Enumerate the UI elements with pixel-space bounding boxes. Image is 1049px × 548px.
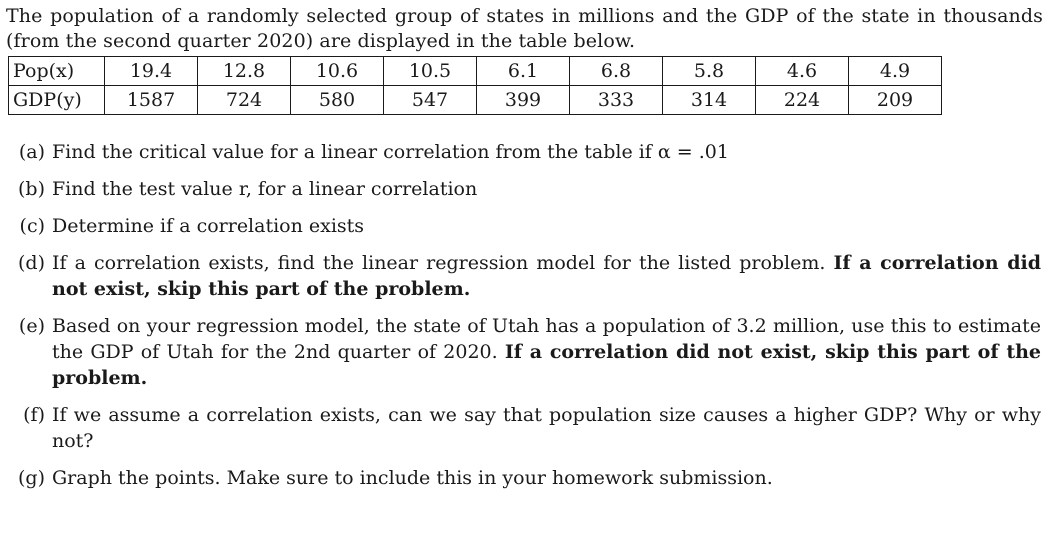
table-cell: 5.8 bbox=[663, 57, 756, 86]
question-marker: (f) bbox=[23, 404, 45, 426]
table-cell: 580 bbox=[291, 86, 384, 115]
table-cell: 314 bbox=[663, 86, 756, 115]
row-header: Pop(x) bbox=[9, 57, 105, 86]
question-item-c bbox=[6, 213, 1043, 239]
question-text bbox=[52, 313, 1043, 391]
table-cell: 10.6 bbox=[291, 57, 384, 86]
question-marker: (a) bbox=[18, 141, 45, 163]
question-list bbox=[6, 139, 1043, 491]
question-body: Based on your regression model, the state of Utah has a population of 3.2 million, use this to estimate the GDP of Utah for the 2nd quarter of 2020. bbox=[52, 315, 1041, 363]
question-marker: (e) bbox=[18, 315, 45, 337]
data-table bbox=[8, 56, 942, 115]
question-text bbox=[52, 250, 1043, 302]
table-row-gdp bbox=[9, 86, 942, 115]
question-text bbox=[52, 402, 1043, 454]
question-item-d bbox=[6, 250, 1043, 302]
table-cell: 4.9 bbox=[849, 57, 942, 86]
table-cell: 224 bbox=[756, 86, 849, 115]
question-body: If a correlation exists, find the linear regression model for the listed problem. bbox=[52, 252, 834, 274]
table-cell: 333 bbox=[570, 86, 663, 115]
table-cell: 12.8 bbox=[198, 57, 291, 86]
question-marker: (c) bbox=[19, 215, 45, 237]
question-marker: (g) bbox=[18, 467, 45, 489]
table-cell: 6.1 bbox=[477, 57, 570, 86]
question-bold-note: If a correlation did not exist, skip this part of the problem. bbox=[52, 341, 1041, 389]
table-cell: 399 bbox=[477, 86, 570, 115]
table-cell: 10.5 bbox=[384, 57, 477, 86]
question-text bbox=[52, 139, 1043, 165]
table-cell: 4.6 bbox=[756, 57, 849, 86]
question-item-f bbox=[6, 402, 1043, 454]
table-row-population bbox=[9, 57, 942, 86]
intro-paragraph: The population of a randomly selected group of states in millions and the GDP of the state in thousands (from the second quarter 2020) are displayed in the table below. bbox=[6, 5, 1043, 52]
table-cell: 1587 bbox=[105, 86, 198, 115]
question-text bbox=[52, 176, 1043, 202]
question-item-g bbox=[6, 465, 1043, 491]
table-cell: 19.4 bbox=[105, 57, 198, 86]
question-body: Find the test value r, for a linear correlation bbox=[52, 178, 478, 200]
question-text bbox=[52, 465, 1043, 491]
table-cell: 209 bbox=[849, 86, 942, 115]
question-item-b bbox=[6, 176, 1043, 202]
question-bold-note: If a correlation did not exist, skip this part of the problem. bbox=[52, 252, 1041, 300]
question-item-e bbox=[6, 313, 1043, 391]
table-cell: 6.8 bbox=[570, 57, 663, 86]
table-cell: 547 bbox=[384, 86, 477, 115]
question-body: Find the critical value for a linear correlation from the table if α = .01 bbox=[52, 141, 729, 163]
question-body: Graph the points. Make sure to include this in your homework submission. bbox=[52, 467, 773, 489]
row-header: GDP(y) bbox=[9, 86, 105, 115]
question-text bbox=[52, 213, 1043, 239]
question-item-a bbox=[6, 139, 1043, 165]
table-cell: 724 bbox=[198, 86, 291, 115]
question-marker: (d) bbox=[18, 252, 45, 274]
question-body: Determine if a correlation exists bbox=[52, 215, 365, 237]
question-marker: (b) bbox=[18, 178, 45, 200]
question-body: If we assume a correlation exists, can we say that population size causes a higher GDP? Why or why not? bbox=[52, 404, 1041, 452]
